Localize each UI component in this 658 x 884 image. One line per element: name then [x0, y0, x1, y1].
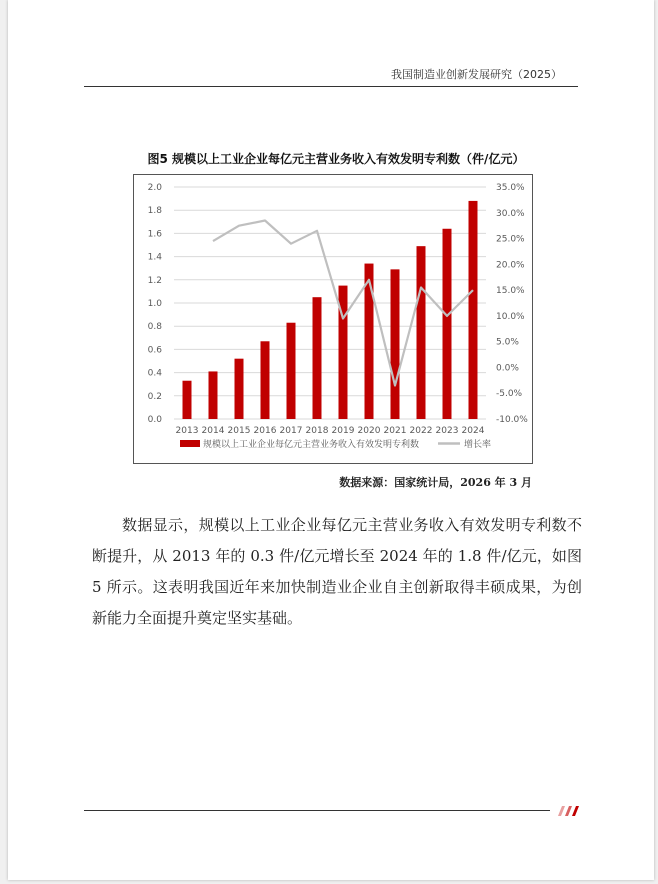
y-right-tick-label: 0.0% [496, 363, 519, 374]
y-left-tick-label: 0.6 [147, 345, 162, 356]
bar-2024 [469, 201, 478, 419]
body-paragraph: 数据显示，规模以上工业企业每亿元主营业务收入有效发明专利数不断提升，从 2013 年的 0.3 件/亿元增长至 2024 年的 1.8 件/亿元，如图 5 所示。这表明我国近年来加快制造业企业自主创新取得丰硕成果，为创新能力全面提升奠定坚实基础。 [92, 516, 582, 627]
x-tick-label: 2018 [305, 426, 329, 436]
bar-2017 [287, 323, 296, 419]
figure-caption: 图5 规模以上工业企业每亿元主营业务收入有效发明专利数（件/亿元） [147, 152, 525, 166]
x-tick-label: 2020 [357, 426, 381, 436]
footer-divider [84, 810, 550, 811]
y-left-tick-label: 0.4 [147, 368, 162, 379]
footer-logo-icon [554, 804, 582, 818]
legend-bar-label: 规模以上工业企业每亿元主营业务收入有效发明专利数 [203, 440, 420, 450]
running-header: 我国制造业创新发展研究（2025） [391, 68, 562, 81]
x-tick-label: 2022 [409, 426, 433, 436]
x-tick-label: 2024 [461, 426, 485, 436]
y-left-tick-label: 1.4 [147, 252, 162, 263]
bar-2018 [313, 297, 322, 419]
bar-2013 [183, 381, 192, 419]
legend-bar-swatch [180, 440, 200, 447]
y-right-tick-label: 15.0% [496, 286, 525, 297]
bar-2022 [417, 246, 426, 419]
y-right-tick-label: 30.0% [496, 208, 525, 219]
y-right-tick-label: 5.0% [496, 337, 519, 348]
y-left-tick-label: 1.8 [147, 206, 162, 217]
y-right-tick-label: 25.0% [496, 234, 525, 245]
x-tick-label: 2014 [201, 426, 225, 436]
y-left-tick-label: 0.0 [147, 415, 162, 425]
bar-2020 [365, 264, 374, 419]
x-tick-label: 2023 [435, 426, 459, 436]
x-tick-label: 2013 [175, 426, 199, 436]
document-page [8, 0, 654, 880]
y-left-tick-label: 1.6 [147, 229, 162, 240]
bar-2016 [261, 341, 270, 419]
y-right-tick-label: 20.0% [496, 260, 525, 271]
legend-line-label: 增长率 [464, 440, 492, 450]
y-right-tick-label: -10.0% [496, 415, 528, 425]
x-tick-label: 2015 [227, 426, 251, 436]
x-tick-label: 2019 [331, 426, 355, 436]
y-right-tick-label: -5.0% [496, 389, 523, 400]
bar-2021 [391, 269, 400, 419]
bar-2023 [443, 229, 452, 419]
y-right-tick-label: 35.0% [496, 183, 525, 193]
bar-2014 [209, 371, 218, 419]
y-left-tick-label: 0.2 [147, 391, 162, 402]
x-tick-label: 2017 [279, 426, 303, 436]
chart-frame [133, 174, 533, 464]
patent-chart [134, 175, 532, 463]
y-left-tick-label: 1.0 [147, 299, 162, 309]
y-right-tick-label: 10.0% [496, 311, 525, 322]
x-tick-label: 2016 [253, 426, 277, 436]
y-left-tick-label: 1.2 [147, 275, 162, 286]
x-tick-label: 2021 [383, 426, 407, 436]
header-divider [84, 86, 578, 87]
bar-2015 [235, 359, 244, 419]
y-left-tick-label: 2.0 [147, 183, 162, 193]
y-left-tick-label: 0.8 [147, 322, 162, 333]
figure-source: 数据来源：国家统计局，2026 年 3 月 [339, 476, 532, 489]
